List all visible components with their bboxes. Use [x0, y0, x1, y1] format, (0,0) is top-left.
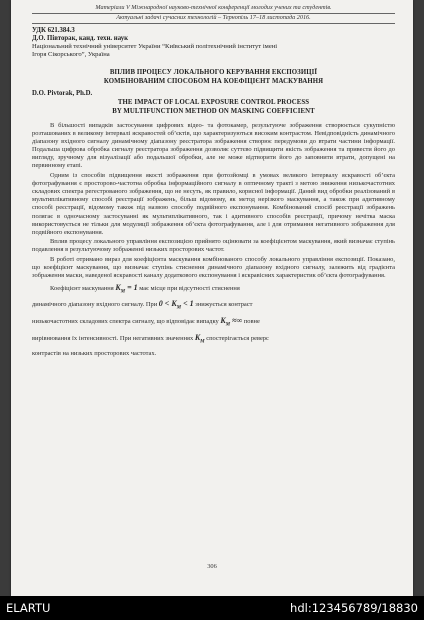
page-number: 306: [207, 563, 217, 570]
paragraph-3: Вплив процесу локального управління експозицією прийнято оцінювати за коефіцієнтом маскування, який визначає ступінь подавлення в результуючому зображенні низьких просторових частот.: [32, 238, 395, 254]
document-page: [11, 0, 413, 596]
title-en-line-1: THE IMPACT OF LOCAL EXPOSURE CONTROL PROCESS: [117, 99, 310, 106]
affiliation: [32, 43, 395, 59]
paragraph-1: В більшості випадків застосування цифрових відео- та фотокамер, результуюче зображення створюється сукупністю розташованих в великому інтервалі яскравостей об’єктів, що характеризуються високим контрастом. Невідповідність динамічного діапазону вхідного сигналу динамічному діапазону реєстратора зображення створює передумови до втрати частини інформації. Подальша цифрова обробка сигналу реєстратора зображення дозволяє суттєво підвищити якість зображення та привести його до вигляду, зручному для візуалізації або подальшої обробки, але не може відтворити його до заповнити втрати, допущені на первинному етапі.: [32, 122, 395, 170]
title-ua-line-1: ВПЛИВ ПРОЦЕСУ ЛОКАЛЬНОГО КЕРУВАННЯ ЕКСПОЗИЦІЇ: [109, 69, 318, 76]
title-ua: [32, 68, 395, 86]
header-line-2: Актуальні задачі сучасних технологій – Тернопіль 17–18 листопада 2016.: [116, 14, 311, 21]
article-body: [32, 122, 395, 360]
title-ua-line-2: КОМБІНОВАНИМ СПОСОБОМ НА КОЕФІЦІЄНТ МАСКУВАННЯ: [103, 78, 324, 85]
km-symbol: $K_M = 1$: [115, 282, 138, 295]
km-negative: $K_M$: [194, 332, 205, 345]
repository-footer: [0, 596, 424, 620]
author-en: D.O. Pivtorak, Ph.D.: [32, 90, 93, 97]
paragraph-4: В роботі отримано вираз для коефіцієнта маскування комбінованого способу локального управління експозиції. Показано, що коефіцієнт маскування, що визначає ступінь стиснення динамічного діапазону вхідного сигналу, залежить від градієнта зображення маски, наведеної яскравості каналу додаткового експонування і яскравісних характеристик об’єкта фотографування.: [32, 256, 395, 280]
affiliation-line-2: Ігоря Сікорського”, Україна: [32, 51, 110, 58]
formula-paragraph-line-1: Коефіцієнт маскування $K_M = 1$ має місце при відсутності стиснення: [50, 282, 240, 295]
km-inequality: $0 < K_M < 1$: [158, 299, 194, 311]
author-ua: Д.О. Півторак, канд. техн. наук: [32, 35, 129, 42]
conference-header: [32, 4, 395, 24]
page-content: [32, 4, 395, 360]
udc-code: УДК 621.384.3: [32, 27, 75, 34]
repository-name[interactable]: ELARTU: [6, 601, 51, 615]
km-approx: $K_M$ ≈∞: [220, 315, 243, 328]
formula-paragraph-line-2: динамічного діапазону вхідного сигналу. При $0 < K_M < 1$ знижується контраст: [32, 299, 253, 311]
formula-paragraph-line-4: вирівнювання їх інтенсивності. При негативних значеннях $K_M$ спостерігається реверс: [32, 332, 269, 345]
affiliation-line-1: Національний технічний університет України “Київський політехнічний інститут імені: [32, 43, 278, 50]
handle-id[interactable]: hdl:123456789/18830: [290, 601, 418, 615]
formula-paragraph-line-3: низькочастотних складових спектра сигналу, що відповідає випадку $K_M$ ≈∞ повне: [32, 315, 260, 328]
title-en-line-2: BY MULTIFUNCTION METHOD ON MASKING COEFFICIENT: [112, 108, 315, 115]
formula-paragraph-line-5: контрастів на низьких просторових частотах.: [32, 350, 157, 358]
header-line-1: Матеріали V Міжнародної науково-технічної конференції молодих учених та студентів.: [95, 4, 332, 11]
title-en: [32, 98, 395, 116]
header-rule-2: [32, 23, 395, 24]
paragraph-2: Одним із способів підвищення якості зображення при фотозйомці в умовах великого інтервалу яскравості об’єкта фотографування є просторово-частотна обробка інформаційного сигналу в оптичному тракті з метою зниження низькочастотних складових спектра регестрованого зображення, що не несуть, як правило, корисної інформації. Даний вид обробки реалізований в мультиплікативному способі реєстрації зображень, більш відомому, як метод нерізкого маскування, а також при адитивному способі реєстрації, відомому також під назвою способу подвійного експонування. Комбінований спосіб реєстрації зображень полягає в одночасному застосуванні як мультиплікативного, так і адитивного способів реєстрації, причому нечітка маска використовується не тільки для модуляції зображення об’єкта фотографування, але і для отримання негативного зображення для подвійного експонування.: [32, 172, 395, 236]
